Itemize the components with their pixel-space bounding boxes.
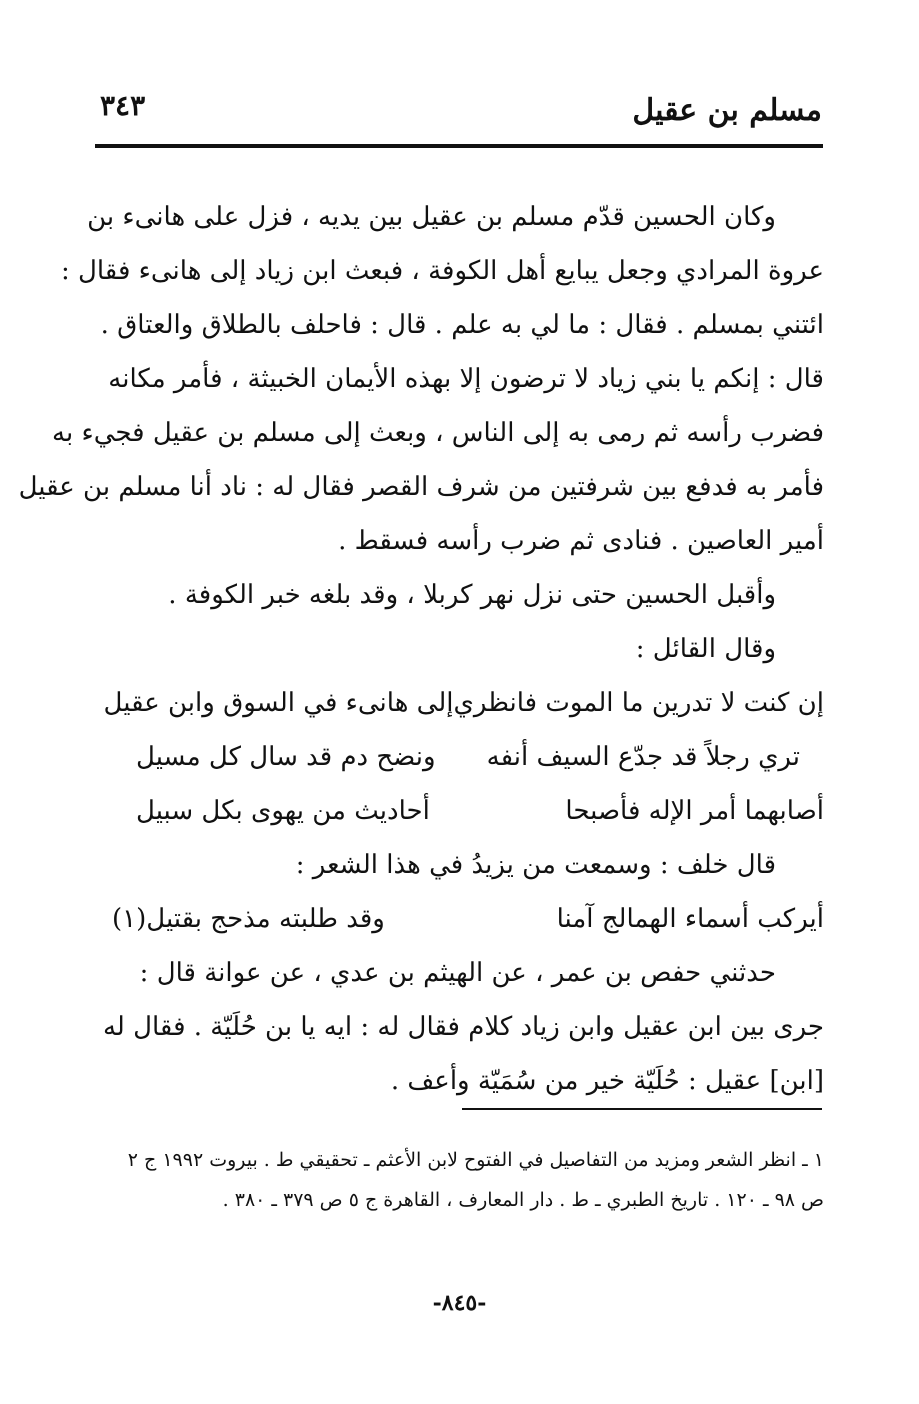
body-line: ائتني بمسلم . فقال : ما لي به علم . قال : فاحلف بالطلاق والعتاق . [100,310,824,340]
verse-first-hemistich: أصابهما أمر الإله فأصبحا [565,796,824,826]
footnote-line: ص ٩٨ ـ ١٢٠ . تاريخ الطبري ـ ط . دار المعارف ، القاهرة ج ٥ ص ٣٧٩ ـ ٣٨٠ . [222,1189,824,1211]
verse-line [112,784,824,838]
verse-line [112,730,824,784]
verse-line [103,676,824,730]
body-line: حدثني حفص بن عمر ، عن الهيثم بن عدي ، عن عوانة قال : [139,958,776,988]
page-number: ٣٤٣ [100,89,146,122]
verse-first-hemistich: إن كنت لا تدرين ما الموت فانظري [453,688,824,718]
verse-line [112,892,824,946]
verse-second-hemistich: أحاديث من يهوى بكل سبيل [136,796,430,826]
body-line: وقال القائل : [635,634,776,664]
body-line: عروة المرادي وجعل يبايع أهل الكوفة ، فبعث ابن زياد إلى هانىء فقال : [60,256,824,286]
body-line: فأمر به فدفع بين شرفتين من شرف القصر فقال له : ناد أنا مسلم بن عقيل [18,472,824,502]
verse-first-hemistich: أيركب أسماء الهمالج آمنا [556,904,824,934]
header-rule [95,144,823,148]
body-line: وأقبل الحسين حتى نزل نهر كربلا ، وقد بلغه خبر الكوفة . [168,580,776,610]
verse-second-hemistich: إلى هانىء في السوق وابن عقيل [103,688,454,718]
verse-second-hemistich: وقد طلبته مذحج بقتيل(١) [112,904,385,934]
body-line: قال : إنكم يا بني زياد لا ترضون إلا بهذه الأيمان الخبيثة ، فأمر مكانه [108,364,824,394]
body-text [18,190,824,1108]
page-header [100,78,822,146]
body-line: وكان الحسين قدّم مسلم بن عقيل بين يديه ، فزل على هانىء بن [87,202,776,232]
footnote-line: ١ ـ انظر الشعر ومزيد من التفاصيل في الفتوح لابن الأعثم ـ تحقيقي ط . بيروت ١٩٩٢ ج ٢ [127,1149,824,1171]
verse-second-hemistich: ونضح دم قد سال كل مسيل [136,742,436,772]
body-line: [ابن] عقيل : حُلَيّة خير من سُمَيّة وأعف . [390,1066,824,1096]
verse-first-hemistich: تري رجلاً قد جدّع السيف أنفه [486,742,800,772]
body-line: فضرب رأسه ثم رمى به إلى الناس ، وبعث إلى مسلم بن عقيل فجيء به [52,418,824,448]
running-title: مسلم بن عقيل [632,93,822,128]
folio: -٨٤٥- [432,1290,487,1316]
footnotes [112,1140,824,1220]
footnote-rule [462,1108,822,1110]
body-line: جرى بين ابن عقيل وابن زياد كلام فقال له : ايه يا بن حُلَيّة . فقال له [102,1012,824,1042]
body-line: قال خلف : وسمعت من يزيدُ في هذا الشعر : [295,850,776,880]
body-line: أمير العاصين . فنادى ثم ضرب رأسه فسقط . [338,526,824,556]
